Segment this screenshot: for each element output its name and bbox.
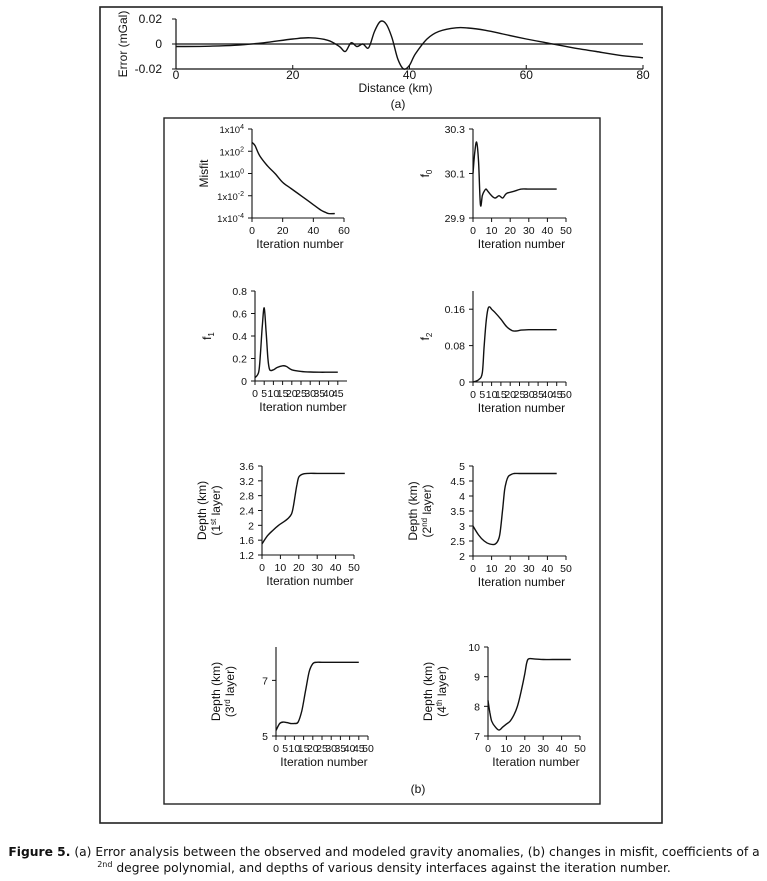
misfit-ytick-label	[219, 124, 244, 136]
f0-chart	[418, 124, 572, 251]
f2-xtick-label: 5	[479, 389, 486, 401]
f2-xtick-label: 45	[550, 389, 563, 401]
depth1-xtick-label: 50	[348, 562, 360, 574]
error-ytick-label: 0	[155, 37, 162, 51]
depth3-xtick-label: 5	[282, 743, 289, 755]
misfit-ytick-exp: 2	[240, 146, 244, 154]
depth1-xtick-label: 10	[274, 562, 287, 574]
f1-xtick-label: 10	[267, 388, 280, 400]
depth3-xtick-label: 20	[306, 743, 319, 755]
f1-xtick-label: 15	[276, 388, 289, 400]
misfit-ytick-base: 1x10	[219, 125, 241, 136]
depth1-ytick-label: 3.2	[239, 475, 254, 488]
f2-xtick-label: 30	[522, 389, 535, 401]
f2-xtick-label: 20	[504, 389, 517, 401]
f2-ytick-label: 0.08	[444, 340, 465, 353]
f2-series-line	[473, 307, 557, 382]
f0-xlabel: Iteration number	[477, 237, 566, 251]
f0-xtick-label: 0	[470, 225, 476, 237]
f1-ylabel-main: f	[200, 336, 214, 340]
error-xlabel: Distance (km)	[358, 81, 433, 95]
depth4-series-line	[488, 659, 571, 731]
f1-xtick-label: 40	[322, 388, 335, 400]
depth4-ylabel-line1: Depth (km)	[421, 661, 435, 722]
f2-chart	[418, 291, 572, 415]
depth1-xtick-label: 30	[311, 562, 324, 574]
depth2-ylabel-sup: nd	[420, 517, 429, 527]
depth1-ytick-label: 1.2	[239, 550, 254, 562]
f1-chart	[200, 286, 347, 414]
depth4-ytick-label: 9	[474, 671, 480, 684]
panel-a-label: (a)	[390, 97, 406, 111]
depth2-ylabel-line2b: layer)	[420, 484, 434, 518]
depth3-xtick-label: 0	[273, 743, 279, 755]
depth4-ylabel-line2	[435, 666, 449, 717]
depth4-ytick-label: 7	[474, 731, 480, 743]
f1-ytick-label: 0.6	[232, 308, 247, 321]
depth2-ylabel-line2a: (2	[420, 526, 434, 538]
depth2-xtick-label: 30	[522, 563, 535, 575]
misfit-ytick-label	[219, 146, 244, 158]
depth1-ylabel-line2a: (1	[209, 524, 223, 536]
depth2-ytick-label: 5	[459, 461, 465, 473]
depth2-xtick-label: 10	[485, 563, 498, 575]
f2-ylabel	[418, 332, 434, 340]
misfit-ytick-label	[217, 191, 244, 203]
f0-xtick-label: 30	[522, 225, 535, 237]
misfit-xtick-label: 20	[276, 225, 289, 237]
depth3-ylabel-line1: Depth (km)	[209, 661, 223, 722]
error-chart	[116, 11, 650, 95]
depth2-ytick-label: 3	[459, 521, 465, 533]
depth2-ylabel-line1: Depth (km)	[406, 481, 420, 541]
f0-ylabel-main: f	[418, 174, 432, 178]
depth4-ytick-label: 10	[468, 642, 480, 654]
depth3-xlabel: Iteration number	[280, 755, 368, 769]
depth2-ylabel-line2	[420, 485, 434, 538]
f1-xtick-label: 30	[304, 388, 317, 400]
depth3-ylabel-line2b: layer)	[223, 665, 237, 700]
caption-text-2: degree polynomial, and depths of various density interfaces against the iteration number.	[112, 861, 671, 875]
f1-xtick-label: 25	[295, 388, 307, 400]
caption-text-1: (a) Error analysis between the observed and modeled gravity anomalies, (b) changes in misfit, coefficients of a	[74, 845, 760, 859]
f0-series-line	[473, 142, 557, 206]
f2-ylabel-sub: 2	[425, 332, 434, 338]
depth1-series-line	[262, 473, 345, 544]
depth3-series-line	[276, 662, 359, 730]
f2-xtick-label: 25	[513, 389, 526, 401]
f0-xtick-label: 10	[485, 225, 498, 237]
depth2-xlabel: Iteration number	[477, 575, 566, 589]
depth4-xtick-label: 0	[485, 743, 491, 755]
misfit-ylabel: Misfit	[197, 159, 211, 188]
depth4-ytick-label: 8	[474, 701, 480, 714]
panel-b-label: (b)	[410, 782, 426, 796]
depth1-xlabel: Iteration number	[266, 574, 354, 588]
f2-xtick-label: 40	[541, 389, 554, 401]
depth4-ylabel-line2b: layer)	[435, 666, 449, 700]
depth2-ytick-label: 2	[459, 551, 465, 563]
depth1-ytick-label: 2.8	[239, 490, 254, 503]
depth3-ylabel-sup: rd	[223, 699, 232, 707]
f1-ytick-label: 0	[241, 376, 247, 388]
depth1-xtick-label: 0	[259, 562, 265, 574]
depth3-xtick-label: 50	[362, 743, 374, 755]
depth2-ytick-label: 3.5	[450, 506, 465, 518]
misfit-xlabel: Iteration number	[256, 237, 344, 251]
figure-caption	[4, 844, 764, 876]
misfit-ytick-base: 1x10	[217, 191, 238, 203]
error-xtick-label: 40	[402, 68, 417, 82]
f1-xtick-label: 35	[313, 388, 326, 400]
depth2-ytick-label: 4.5	[450, 476, 465, 488]
misfit-ytick-base: 1x10	[217, 214, 238, 225]
depth3-ylabel-line2	[223, 666, 237, 717]
f1-xtick-label: 5	[261, 388, 268, 400]
misfit-ytick-base: 1x10	[219, 147, 241, 159]
depth3-ytick-label: 7	[262, 675, 268, 688]
misfit-ytick-label	[219, 169, 244, 181]
f0-ytick-label: 30.3	[444, 124, 465, 136]
f2-xtick-label: 35	[532, 389, 544, 401]
depth2-ytick-label: 2.5	[450, 536, 465, 548]
misfit-ytick-exp: 4	[240, 124, 244, 131]
error-xtick-label: 20	[286, 68, 300, 82]
error-xtick-label: 80	[636, 68, 650, 82]
depth4-ylabel-line2a: (4	[435, 706, 449, 717]
f2-xtick-label: 0	[470, 389, 476, 401]
f0-ylabel	[418, 169, 434, 177]
figure-border	[100, 7, 662, 823]
misfit-xtick-label: 0	[249, 225, 255, 237]
depth1-xtick-label: 20	[292, 562, 305, 574]
depth4-ylabel-sup: th	[435, 699, 444, 707]
f0-xtick-label: 50	[560, 225, 572, 237]
depth2-xtick-label: 50	[560, 563, 572, 575]
misfit-ytick-exp: -2	[237, 190, 244, 198]
depth1-xtick-label: 40	[329, 562, 342, 574]
depth3-xtick-label: 30	[325, 743, 338, 755]
f1-ytick-label: 0.2	[232, 353, 247, 366]
depth2-chart	[406, 461, 572, 589]
depth3-xtick-label: 40	[343, 743, 356, 755]
depth3-xtick-label: 25	[316, 743, 328, 755]
misfit-chart	[197, 124, 350, 251]
error-ytick-label: 0.02	[138, 12, 162, 26]
depth3-ylabel-line2a: (3	[223, 706, 237, 718]
caption-superscript: 2nd	[97, 860, 113, 869]
depth2-xtick-label: 20	[504, 563, 517, 575]
depth3-chart	[209, 647, 374, 769]
f1-ylabel-sub: 1	[207, 332, 216, 337]
f2-xtick-label: 15	[495, 389, 507, 401]
error-ytick-label: -0.02	[134, 62, 162, 76]
f1-ylabel	[200, 332, 216, 340]
f1-xtick-label: 45	[331, 388, 344, 400]
depth1-ytick-label: 3.6	[239, 461, 254, 473]
misfit-xtick-label: 60	[338, 225, 350, 237]
f1-ytick-label: 0.4	[232, 331, 247, 343]
depth1-ylabel-line1: Depth (km)	[195, 480, 209, 541]
misfit-ytick-exp: 0	[240, 168, 244, 176]
depth2-xtick-label: 0	[470, 563, 476, 575]
depth1-ylabel-line2b: layer)	[209, 485, 223, 519]
misfit-ytick-base: 1x10	[219, 169, 241, 181]
f2-ytick-label: 0	[459, 377, 465, 389]
depth4-xtick-label: 10	[500, 743, 513, 755]
f2-ylabel-main: f	[418, 337, 432, 341]
f0-ytick-label: 30.1	[444, 168, 465, 181]
depth3-xtick-label: 10	[288, 743, 301, 755]
depth2-series-line	[473, 473, 557, 544]
depth3-ytick-label: 5	[262, 731, 268, 743]
f0-xtick-label: 40	[541, 225, 554, 237]
depth4-xtick-label: 20	[518, 743, 531, 755]
depth4-xlabel: Iteration number	[492, 755, 580, 769]
depth3-xtick-label: 35	[334, 743, 347, 755]
depth4-xtick-label: 40	[555, 743, 568, 755]
error-xtick-label: 0	[172, 68, 180, 82]
error-xtick-label: 60	[519, 68, 533, 82]
depth3-xtick-label: 15	[297, 743, 310, 755]
depth1-ytick-label: 2.4	[239, 505, 254, 518]
depth4-chart	[421, 642, 586, 769]
depth1-ytick-label: 2	[248, 520, 254, 533]
depth1-ylabel-sup: st	[209, 518, 218, 525]
depth4-xtick-label: 50	[574, 743, 586, 755]
misfit-series-line	[252, 142, 335, 213]
f2-xtick-label: 10	[485, 389, 498, 401]
f0-xtick-label: 20	[504, 225, 517, 237]
f2-ytick-label: 0.16	[444, 304, 465, 317]
error-series-line	[176, 21, 643, 69]
f2-xlabel: Iteration number	[477, 401, 566, 415]
depth4-xtick-label: 30	[537, 743, 550, 755]
depth1-ytick-label: 1.6	[239, 535, 254, 548]
depth3-xtick-label: 45	[352, 743, 365, 755]
f1-ytick-label: 0.8	[232, 286, 247, 298]
f1-xtick-label: 0	[252, 388, 258, 400]
depth1-ylabel-line2	[209, 485, 223, 535]
error-ylabel: Error (mGal)	[116, 10, 130, 78]
misfit-ytick-exp: -4	[237, 213, 244, 220]
depth2-xtick-label: 40	[541, 563, 554, 575]
caption-label: Figure 5.	[8, 845, 71, 859]
depth2-ytick-label: 4	[459, 491, 465, 503]
f0-ylabel-sub: 0	[425, 169, 434, 175]
depth1-chart	[195, 461, 360, 588]
f1-xtick-label: 20	[285, 388, 298, 400]
f1-xlabel: Iteration number	[259, 400, 347, 414]
misfit-xtick-label: 40	[307, 225, 320, 237]
f2-xtick-label: 50	[560, 389, 572, 401]
f0-ytick-label: 29.9	[444, 213, 465, 225]
f1-series-line	[255, 308, 338, 378]
misfit-ytick-label	[217, 213, 244, 225]
